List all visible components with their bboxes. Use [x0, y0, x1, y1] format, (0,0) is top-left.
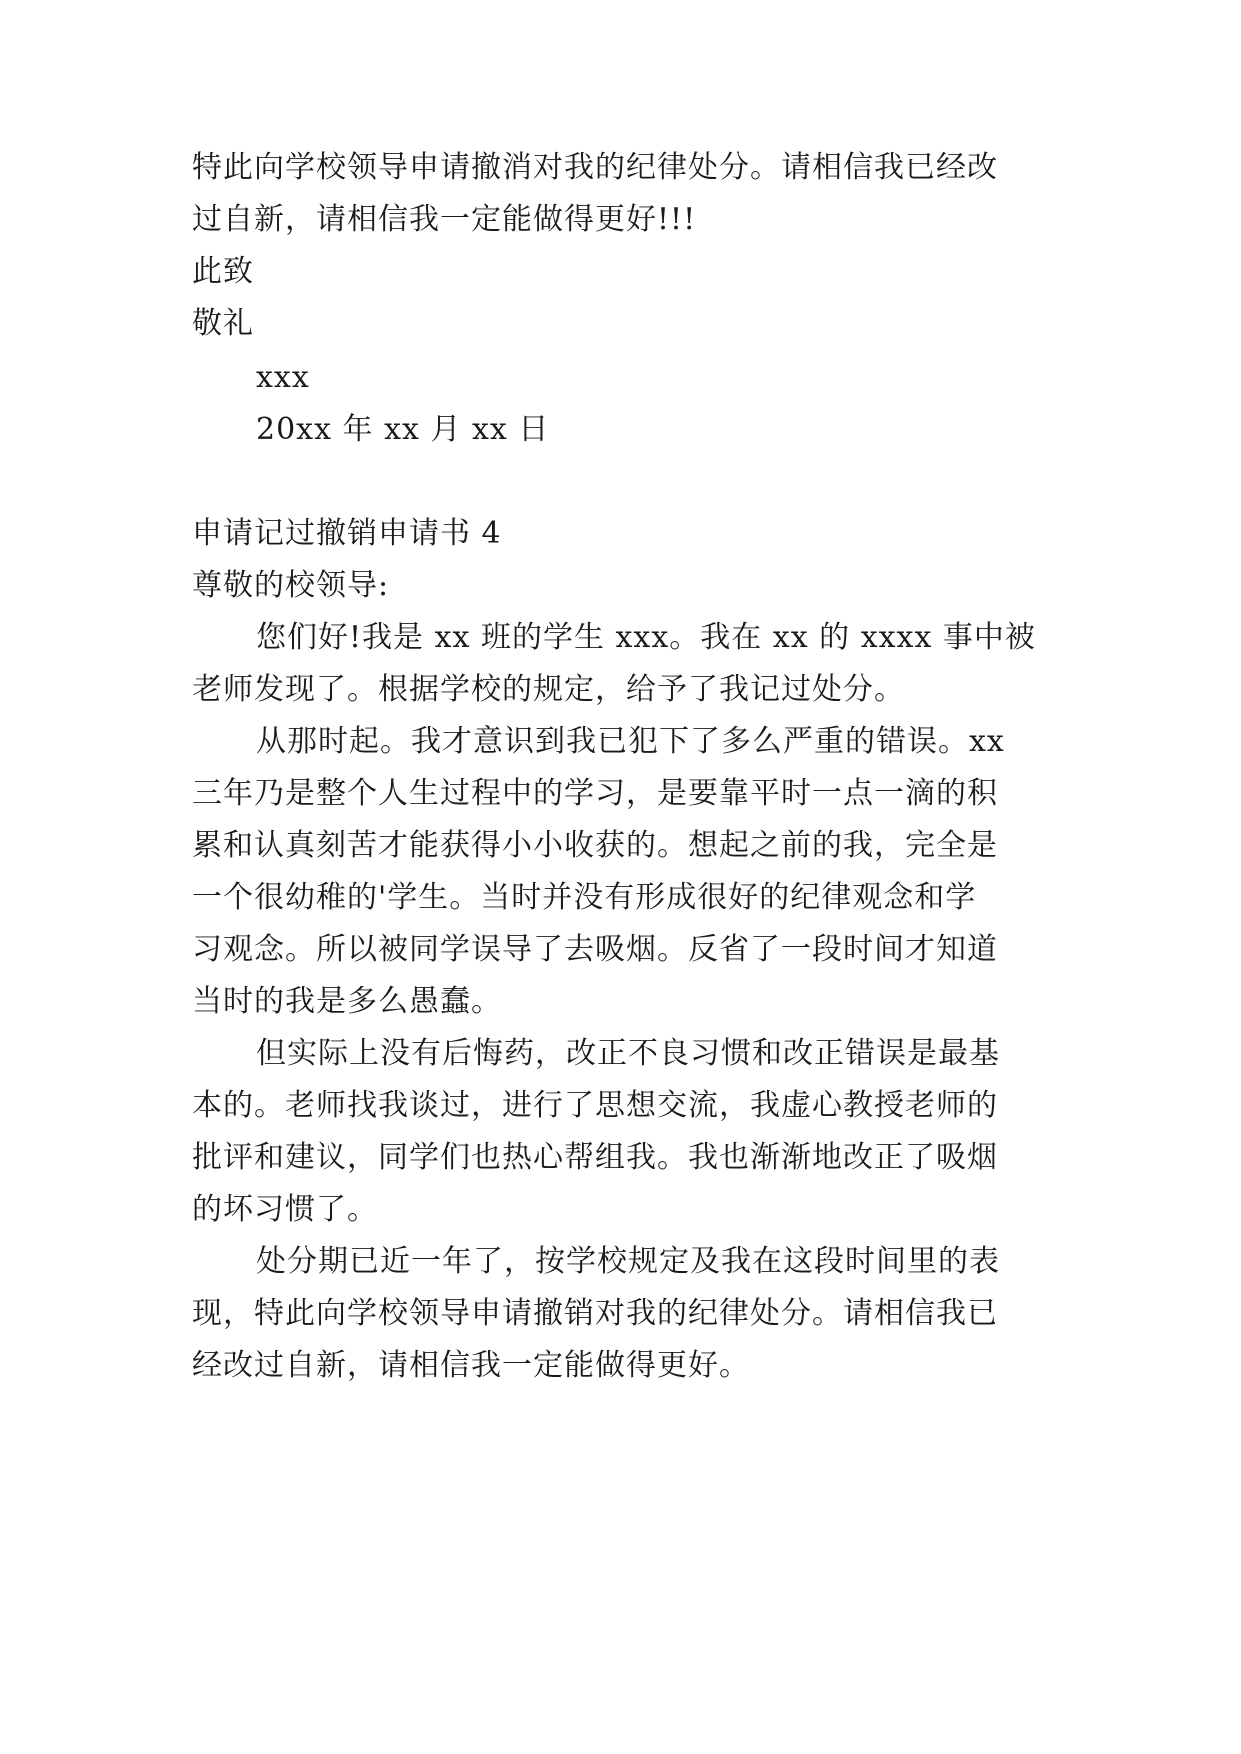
paragraph-line: 现，特此向学校领导申请撤销对我的纪律处分。请相信我已 — [192, 1296, 998, 1331]
paragraph-line: 从那时起。我才意识到我已犯下了多么严重的错误。xx — [256, 724, 1005, 759]
body-line: 过自新，请相信我一定能做得更好!!! — [192, 202, 697, 237]
paragraph-line: 当时的我是多么愚蠢。 — [192, 984, 502, 1019]
paragraph-line: 累和认真刻苦才能获得小小收获的。想起之前的我，完全是 — [192, 828, 998, 863]
closing-line: 此致 — [192, 254, 254, 289]
paragraph-line: 老师发现了。根据学校的规定，给予了我记过处分。 — [192, 672, 905, 707]
paragraph-line: 习观念。所以被同学误导了去吸烟。反省了一段时间才知道 — [192, 932, 998, 967]
section-title: 申请记过撤销申请书 4 — [192, 516, 502, 551]
paragraph-line: 本的。老师找我谈过，进行了思想交流，我虚心教授老师的 — [192, 1088, 998, 1123]
paragraph-line: 您们好!我是 xx 班的学生 xxx。我在 xx 的 xxxx 事中被 — [256, 620, 1036, 655]
paragraph-line: 但实际上没有后悔药，改正不良习惯和改正错误是最基 — [256, 1036, 1000, 1071]
body-line: 特此向学校领导申请撤消对我的纪律处分。请相信我已经改 — [192, 150, 998, 185]
date-line: 20xx 年 xx 月 xx 日 — [256, 412, 550, 447]
paragraph-line: 三年乃是整个人生过程中的学习，是要靠平时一点一滴的积 — [192, 776, 998, 811]
paragraph-line: 处分期已近一年了，按学校规定及我在这段时间里的表 — [256, 1244, 1000, 1279]
paragraph-line: 批评和建议，同学们也热心帮组我。我也渐渐地改正了吸烟 — [192, 1140, 998, 1175]
signature: xxx — [256, 360, 310, 395]
salutation: 尊敬的校领导: — [192, 568, 390, 603]
paragraph-line: 的坏习惯了。 — [192, 1192, 378, 1227]
paragraph-line: 一个很幼稚的'学生。当时并没有形成很好的纪律观念和学 — [192, 880, 977, 915]
closing-line: 敬礼 — [192, 306, 254, 341]
paragraph-line: 经改过自新，请相信我一定能做得更好。 — [192, 1348, 750, 1383]
